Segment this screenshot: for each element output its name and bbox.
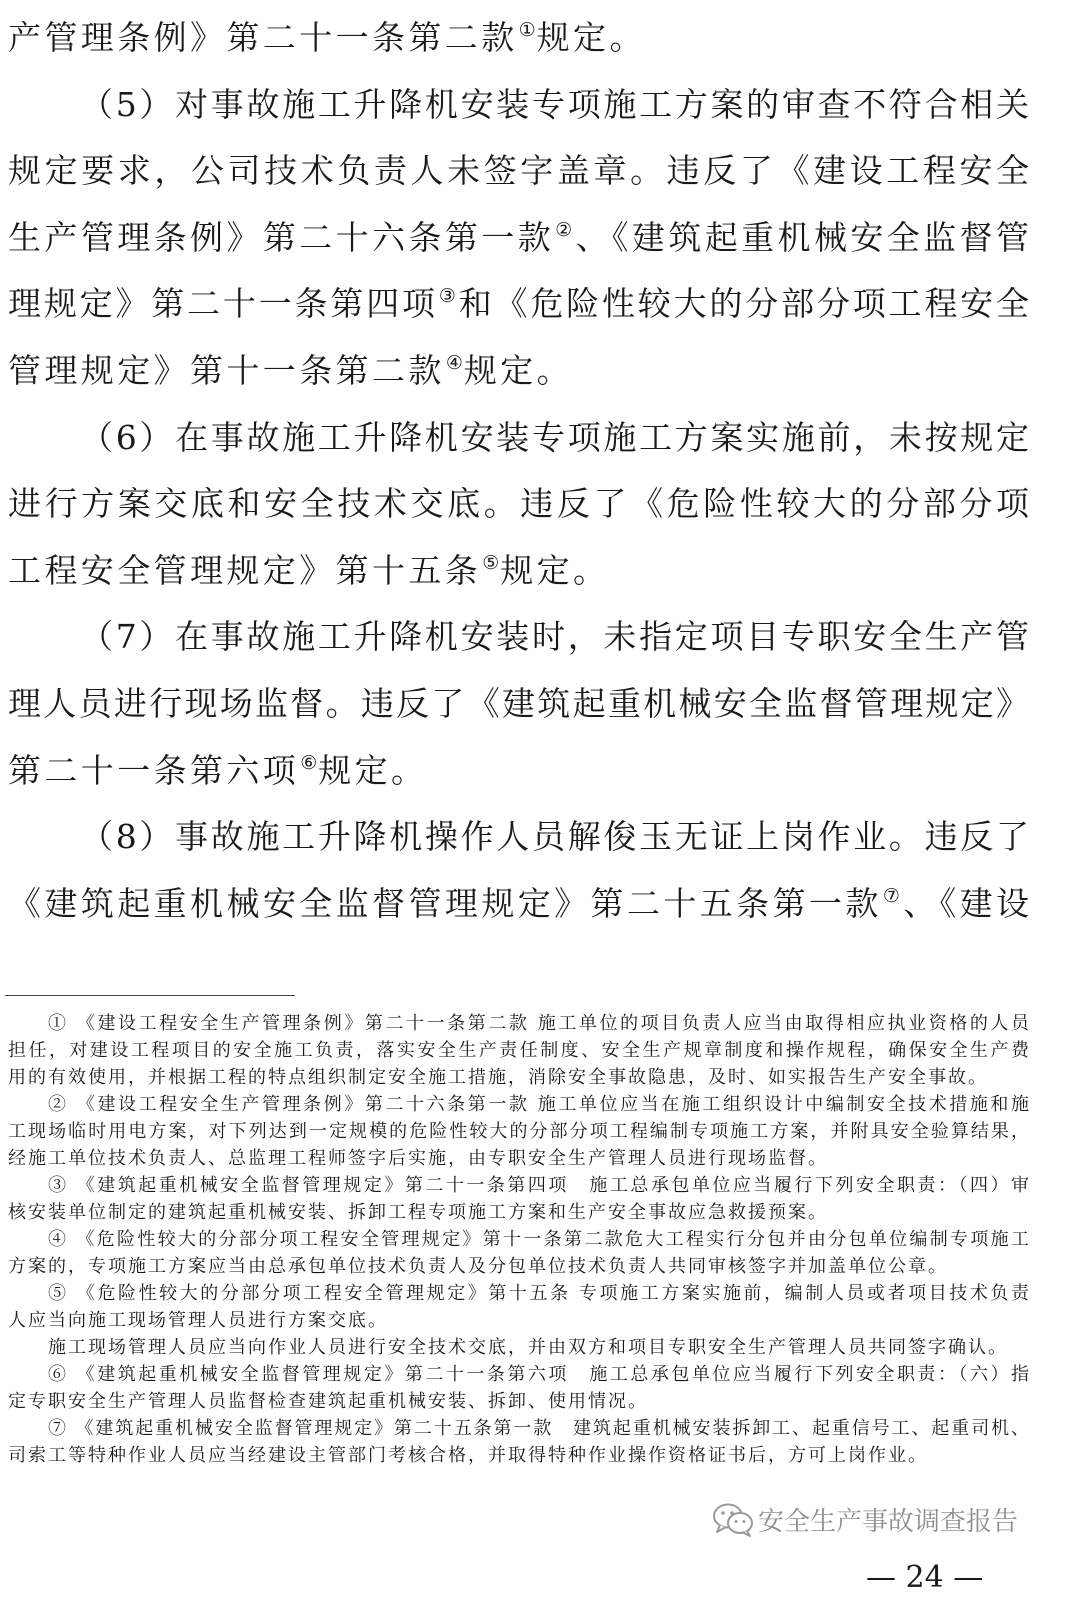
wechat-icon xyxy=(712,1502,754,1542)
body-line xyxy=(8,871,1030,938)
footnote-line: 施工现场管理人员应当向作业人员进行安全技术交底，并由双方和项目专职安全生产管理人员共同签字确认。 xyxy=(48,1336,1008,1358)
body-line-text: 和《危险性较大的分部分项工程安全 xyxy=(458,284,1030,324)
body-line-text: 《建筑起重机械安全监督管理规定》第二十五条第一款 xyxy=(8,883,882,923)
body-line-text: （6）在事故施工升降机安装专项施工方案实施前，未按规定 xyxy=(80,417,1030,457)
body-line xyxy=(8,671,1030,738)
body-line xyxy=(8,138,1030,205)
body-line-text: 理人员进行现场监督。违反了《建筑起重机械安全监督管理规定》 xyxy=(8,683,1030,723)
footnote-ref: ③ xyxy=(438,285,458,308)
body-line-text: 管理规定》第十一条第二款 xyxy=(8,350,445,390)
body-line-text: （7）在事故施工升降机安装时，未指定项目专职安全生产管 xyxy=(80,617,1030,657)
footnote-ref: ⑦ xyxy=(882,884,903,907)
footnote-line: 方案的，专项施工方案应当由总承包单位技术负责人及分包单位技术负责人共同审核签字并加盖单位公章。 xyxy=(8,1255,948,1277)
footnote-line: 用的有效使用，并根据工程的特点组织制定安全施工措施，消除安全事故隐患，及时、如实报告生产安全事故。 xyxy=(8,1066,988,1088)
footnote-ref: ② xyxy=(555,218,575,241)
footnote-line: ⑦ 《建筑起重机械安全监督管理规定》第二十五条第一款 建筑起重机械安装拆卸工、起重信号工、起重司机、 xyxy=(48,1417,1030,1439)
footnotes xyxy=(8,1010,1030,1469)
footnote-line: ④ 《危险性较大的分部分项工程安全管理规定》第十一条第二款危大工程实行分包并由分包单位编制专项施工 xyxy=(48,1228,1030,1250)
body-line-text: 规定要求，公司技术负责人未签字盖章。违反了《建设工程安全 xyxy=(8,151,1030,191)
body-line-text: 规定。 xyxy=(536,18,646,57)
footnote-line: 定专职安全生产管理人员监督检查建筑起重机械安装、拆卸、使用情况。 xyxy=(8,1390,648,1412)
body-line-text: 第二十一条第六项 xyxy=(8,750,300,790)
footnote-line: 人应当向施工现场管理人员进行方案交底。 xyxy=(8,1309,388,1331)
body-text xyxy=(8,5,1030,937)
footnote-line: ⑤ 《危险性较大的分部分项工程安全管理规定》第十五条 专项施工方案实施前，编制人员或者项目技术负责 xyxy=(48,1282,1030,1304)
footnote-line: 核安装单位制定的建筑起重机械安装、拆卸工程专项施工方案和生产安全事故应急救援预案。 xyxy=(8,1201,828,1223)
watermark-text: 安全生产事故调查报告 xyxy=(758,1507,1019,1537)
body-line xyxy=(8,271,1030,338)
body-line-text: 规定。 xyxy=(463,350,574,390)
footnote-line: 经施工单位技术负责人、总监理工程师签字后实施，由专职安全生产管理人员进行现场监督。 xyxy=(8,1147,828,1169)
body-line-text: 工程安全管理规定》第十五条 xyxy=(8,550,482,590)
body-line xyxy=(8,205,1030,272)
footnote-line: ⑥ 《建筑起重机械安全监督管理规定》第二十一条第六项 施工总承包单位应当履行下列安全职责：（六）指 xyxy=(48,1363,1030,1385)
body-line-text: （8）事故施工升降机操作人员解俊玉无证上岗作业。违反了 xyxy=(80,817,1030,857)
body-line-text: 生产管理条例》第二十六条第一款 xyxy=(8,217,555,257)
body-line xyxy=(8,538,1030,605)
body-line-text: 产管理条例》第二十一条第二款 xyxy=(8,18,518,57)
body-line-text: 进行方案交底和安全技术交底。违反了《危险性较大的分部分项 xyxy=(8,484,1030,524)
footnote-line: 担任，对建设工程项目的安全施工负责，落实安全生产责任制度、安全生产规章制度和操作规程，确保安全生产费 xyxy=(8,1039,1030,1061)
page-number: — 24 — xyxy=(866,1560,984,1595)
footnote-ref: ⑤ xyxy=(482,551,500,574)
footnote-line: ② 《建设工程安全生产管理条例》第二十六条第一款 施工单位应当在施工组织设计中编制安全技术措施和施 xyxy=(48,1093,1030,1115)
footnote-line: ③ 《建筑起重机械安全监督管理规定》第二十一条第四项 施工总承包单位应当履行下列安全职责：（四）审 xyxy=(48,1174,1030,1196)
body-line-text: 规定。 xyxy=(318,750,428,790)
body-line xyxy=(8,72,1030,139)
body-line xyxy=(8,338,1030,405)
footnote-line: 司索工等特种作业人员应当经建设主管部门考核合格，并取得特种作业操作资格证书后，方可上岗作业。 xyxy=(8,1444,928,1466)
footnote-ref: ⑥ xyxy=(300,751,318,774)
body-line-text: （5）对事故施工升降机安装专项施工方案的审查不符合相关 xyxy=(80,84,1030,124)
footnote-ref: ① xyxy=(518,19,536,41)
watermark xyxy=(712,1504,1018,1540)
body-line xyxy=(8,471,1030,538)
body-line-text: 、《建设 xyxy=(903,883,1031,923)
footnote-ref: ④ xyxy=(445,351,463,374)
body-line-text: 、《建筑起重机械安全监督管 xyxy=(575,217,1031,257)
body-line-text: 规定。 xyxy=(500,550,610,590)
body-line-text: 理规定》第二十一条第四项 xyxy=(8,284,438,324)
body-line xyxy=(8,405,1030,472)
body-line xyxy=(8,5,1030,72)
body-line xyxy=(8,738,1030,805)
footnote-line: 工现场临时用电方案，对下列达到一定规模的危险性较大的分部分项工程编制专项施工方案，并附具安全验算结果， xyxy=(8,1120,1030,1142)
footnote-rule xyxy=(5,995,295,996)
body-line xyxy=(8,804,1030,871)
body-line xyxy=(8,604,1030,671)
footnote-line: ① 《建设工程安全生产管理条例》第二十一条第二款 施工单位的项目负责人应当由取得相应执业资格的人员 xyxy=(48,1012,1030,1034)
